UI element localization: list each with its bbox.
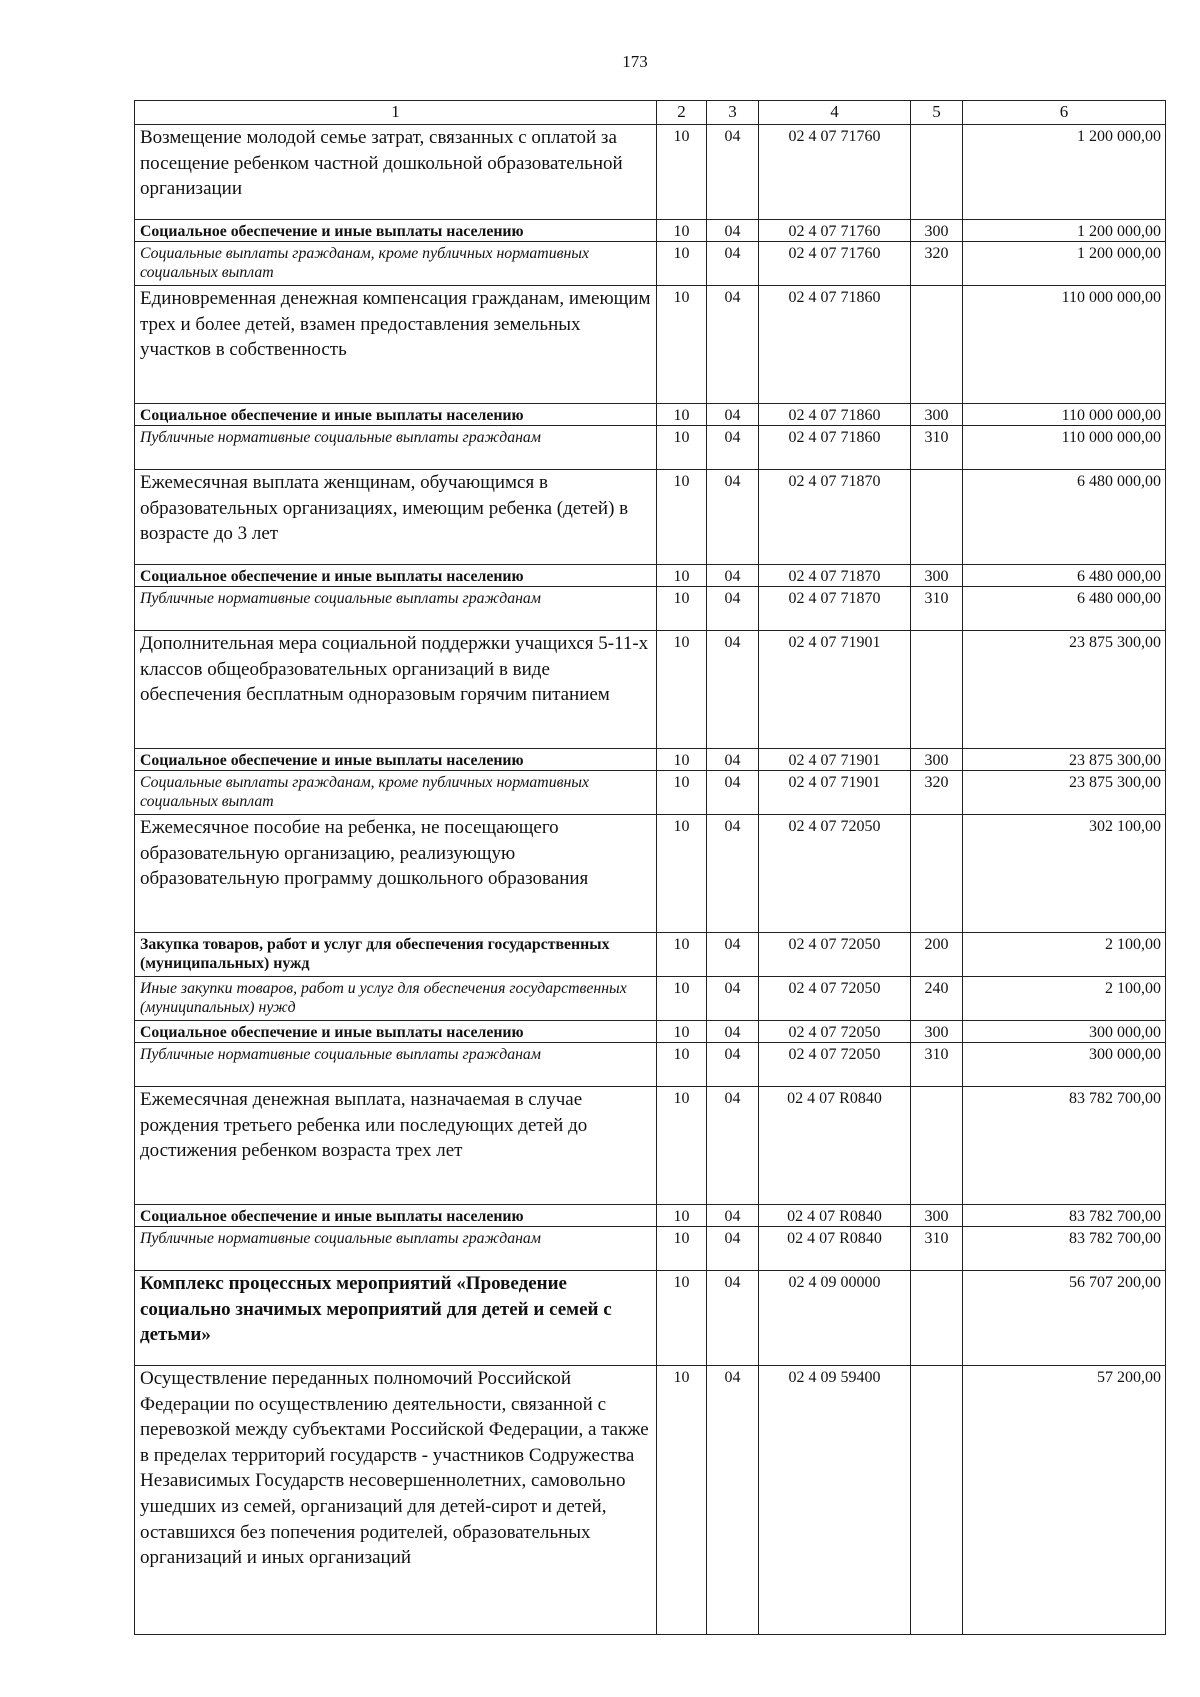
table-row [135, 565, 1166, 587]
column-header-1: 1 [135, 101, 657, 125]
table-row [135, 1043, 1166, 1087]
cell-amount: 110 000 000,00 [963, 426, 1166, 470]
cell-target-article: 02 4 07 71870 [759, 565, 911, 587]
cell-section: 10 [657, 1227, 707, 1271]
table-row [135, 1227, 1166, 1271]
cell-subsection: 04 [707, 1271, 759, 1366]
table-row [135, 220, 1166, 242]
cell-target-article: 02 4 07 71901 [759, 749, 911, 771]
cell-amount: 56 707 200,00 [963, 1271, 1166, 1366]
cell-expense-type: 300 [911, 749, 963, 771]
cell-expense-type: 300 [911, 404, 963, 426]
table-row [135, 125, 1166, 220]
cell-subsection: 04 [707, 1087, 759, 1205]
cell-section: 10 [657, 125, 707, 220]
cell-expense-type: 310 [911, 1043, 963, 1087]
cell-subsection: 04 [707, 565, 759, 587]
cell-description: Комплекс процессных мероприятий «Проведение социально значимых мероприятий для детей и семей с детьми» [135, 1271, 657, 1366]
column-header-4: 4 [759, 101, 911, 125]
cell-description: Социальные выплаты гражданам, кроме публичных нормативных социальных выплат [135, 242, 657, 286]
cell-target-article: 02 4 07 71901 [759, 771, 911, 815]
cell-section: 10 [657, 815, 707, 933]
cell-expense-type: 310 [911, 426, 963, 470]
cell-description: Возмещение молодой семье затрат, связанных с оплатой за посещение ребенком частной дошкольной образовательной организации [135, 125, 657, 220]
cell-subsection: 04 [707, 631, 759, 749]
cell-expense-type: 300 [911, 565, 963, 587]
table-row [135, 470, 1166, 565]
cell-subsection: 04 [707, 286, 759, 404]
cell-target-article: 02 4 07 72050 [759, 815, 911, 933]
cell-subsection: 04 [707, 242, 759, 286]
cell-section: 10 [657, 933, 707, 977]
cell-target-article: 02 4 07 R0840 [759, 1227, 911, 1271]
cell-amount: 23 875 300,00 [963, 749, 1166, 771]
cell-expense-type [911, 631, 963, 749]
cell-section: 10 [657, 977, 707, 1021]
cell-section: 10 [657, 1021, 707, 1043]
cell-subsection: 04 [707, 220, 759, 242]
cell-description: Социальное обеспечение и иные выплаты населению [135, 1205, 657, 1227]
cell-description: Социальные выплаты гражданам, кроме публичных нормативных социальных выплат [135, 771, 657, 815]
table-row [135, 404, 1166, 426]
cell-section: 10 [657, 426, 707, 470]
cell-section: 10 [657, 587, 707, 631]
table-row [135, 977, 1166, 1021]
cell-expense-type [911, 286, 963, 404]
cell-target-article: 02 4 07 71870 [759, 587, 911, 631]
cell-description: Социальное обеспечение и иные выплаты населению [135, 220, 657, 242]
cell-subsection: 04 [707, 587, 759, 631]
table-row [135, 631, 1166, 749]
cell-amount: 57 200,00 [963, 1366, 1166, 1635]
table-row [135, 1271, 1166, 1366]
cell-amount: 1 200 000,00 [963, 242, 1166, 286]
cell-amount: 6 480 000,00 [963, 470, 1166, 565]
header-row [135, 101, 1166, 125]
cell-expense-type: 310 [911, 587, 963, 631]
cell-target-article: 02 4 07 72050 [759, 933, 911, 977]
column-header-2: 2 [657, 101, 707, 125]
cell-amount: 302 100,00 [963, 815, 1166, 933]
cell-description: Социальное обеспечение и иные выплаты населению [135, 749, 657, 771]
cell-description: Ежемесячная выплата женщинам, обучающимся в образовательных организациях, имеющим ребенка (детей) в возрасте до 3 лет [135, 470, 657, 565]
cell-subsection: 04 [707, 749, 759, 771]
cell-subsection: 04 [707, 1205, 759, 1227]
cell-section: 10 [657, 1271, 707, 1366]
cell-expense-type: 200 [911, 933, 963, 977]
cell-subsection: 04 [707, 1227, 759, 1271]
cell-amount: 83 782 700,00 [963, 1227, 1166, 1271]
cell-subsection: 04 [707, 1366, 759, 1635]
cell-target-article: 02 4 07 R0840 [759, 1087, 911, 1205]
cell-expense-type [911, 1366, 963, 1635]
cell-section: 10 [657, 749, 707, 771]
column-header-6: 6 [963, 101, 1166, 125]
cell-description: Осуществление переданных полномочий Российской Федерации по осуществлению деятельности, связанной с перевозкой между субъектами Российской Федерации, а также в пределах территорий государств - участников Содружества Независимых Государств несовершеннолетних, самовольно ушедших из семей, организаций для детей-сирот и детей, оставшихся без попечения родителей, образовательных организаций и иных организаций [135, 1366, 657, 1635]
cell-section: 10 [657, 286, 707, 404]
cell-section: 10 [657, 1087, 707, 1205]
cell-target-article: 02 4 07 72050 [759, 1043, 911, 1087]
cell-amount: 110 000 000,00 [963, 404, 1166, 426]
cell-section: 10 [657, 404, 707, 426]
cell-target-article: 02 4 07 71860 [759, 286, 911, 404]
cell-expense-type: 300 [911, 1021, 963, 1043]
cell-description: Публичные нормативные социальные выплаты гражданам [135, 587, 657, 631]
cell-target-article: 02 4 09 00000 [759, 1271, 911, 1366]
cell-target-article: 02 4 07 72050 [759, 1021, 911, 1043]
cell-description: Закупка товаров, работ и услуг для обеспечения государственных (муниципальных) нужд [135, 933, 657, 977]
cell-amount: 300 000,00 [963, 1021, 1166, 1043]
cell-amount: 1 200 000,00 [963, 220, 1166, 242]
cell-expense-type: 320 [911, 771, 963, 815]
cell-description: Публичные нормативные социальные выплаты гражданам [135, 426, 657, 470]
cell-expense-type [911, 470, 963, 565]
cell-amount: 110 000 000,00 [963, 286, 1166, 404]
table-row [135, 749, 1166, 771]
cell-expense-type: 240 [911, 977, 963, 1021]
cell-description: Единовременная денежная компенсация гражданам, имеющим трех и более детей, взамен предоставления земельных участков в собственность [135, 286, 657, 404]
cell-section: 10 [657, 1366, 707, 1635]
table-row [135, 1087, 1166, 1205]
cell-expense-type: 300 [911, 220, 963, 242]
cell-amount: 6 480 000,00 [963, 587, 1166, 631]
cell-expense-type [911, 125, 963, 220]
cell-expense-type: 320 [911, 242, 963, 286]
cell-amount: 2 100,00 [963, 977, 1166, 1021]
cell-amount: 23 875 300,00 [963, 631, 1166, 749]
table-header [135, 101, 1166, 125]
cell-subsection: 04 [707, 771, 759, 815]
cell-description: Публичные нормативные социальные выплаты гражданам [135, 1227, 657, 1271]
cell-subsection: 04 [707, 125, 759, 220]
cell-subsection: 04 [707, 426, 759, 470]
table-row [135, 1021, 1166, 1043]
cell-amount: 6 480 000,00 [963, 565, 1166, 587]
column-header-5: 5 [911, 101, 963, 125]
cell-description: Дополнительная мера социальной поддержки учащихся 5-11-х классов общеобразовательных организаций в виде обеспечения бесплатным одноразовым горячим питанием [135, 631, 657, 749]
cell-description: Публичные нормативные социальные выплаты гражданам [135, 1043, 657, 1087]
table-row [135, 426, 1166, 470]
cell-target-article: 02 4 07 71760 [759, 220, 911, 242]
cell-subsection: 04 [707, 815, 759, 933]
cell-subsection: 04 [707, 977, 759, 1021]
cell-amount: 83 782 700,00 [963, 1087, 1166, 1205]
cell-target-article: 02 4 09 59400 [759, 1366, 911, 1635]
cell-amount: 2 100,00 [963, 933, 1166, 977]
table-row [135, 286, 1166, 404]
cell-target-article: 02 4 07 72050 [759, 977, 911, 1021]
cell-target-article: 02 4 07 71870 [759, 470, 911, 565]
table-row [135, 771, 1166, 815]
cell-section: 10 [657, 242, 707, 286]
cell-section: 10 [657, 565, 707, 587]
cell-section: 10 [657, 1205, 707, 1227]
table-row [135, 933, 1166, 977]
cell-subsection: 04 [707, 933, 759, 977]
cell-amount: 23 875 300,00 [963, 771, 1166, 815]
cell-target-article: 02 4 07 71901 [759, 631, 911, 749]
cell-subsection: 04 [707, 470, 759, 565]
cell-section: 10 [657, 1043, 707, 1087]
cell-target-article: 02 4 07 R0840 [759, 1205, 911, 1227]
table-row [135, 815, 1166, 933]
cell-description: Социальное обеспечение и иные выплаты населению [135, 565, 657, 587]
cell-target-article: 02 4 07 71760 [759, 242, 911, 286]
cell-expense-type [911, 1087, 963, 1205]
cell-description: Ежемесячное пособие на ребенка, не посещающего образовательную организацию, реализующую образовательную программу дошкольного образования [135, 815, 657, 933]
table-row [135, 1205, 1166, 1227]
cell-target-article: 02 4 07 71860 [759, 404, 911, 426]
cell-target-article: 02 4 07 71860 [759, 426, 911, 470]
cell-description: Иные закупки товаров, работ и услуг для обеспечения государственных (муниципальных) нужд [135, 977, 657, 1021]
cell-subsection: 04 [707, 404, 759, 426]
cell-description: Социальное обеспечение и иные выплаты населению [135, 1021, 657, 1043]
cell-expense-type: 310 [911, 1227, 963, 1271]
cell-target-article: 02 4 07 71760 [759, 125, 911, 220]
table-body [135, 125, 1166, 1635]
column-header-3: 3 [707, 101, 759, 125]
table-row [135, 242, 1166, 286]
cell-expense-type [911, 1271, 963, 1366]
budget-table [134, 100, 1166, 1635]
cell-description: Социальное обеспечение и иные выплаты населению [135, 404, 657, 426]
cell-description: Ежемесячная денежная выплата, назначаемая в случае рождения третьего ребенка или последующих детей до достижения ребенком возраста трех лет [135, 1087, 657, 1205]
cell-section: 10 [657, 631, 707, 749]
cell-amount: 83 782 700,00 [963, 1205, 1166, 1227]
cell-subsection: 04 [707, 1021, 759, 1043]
cell-amount: 300 000,00 [963, 1043, 1166, 1087]
cell-section: 10 [657, 771, 707, 815]
cell-expense-type: 300 [911, 1205, 963, 1227]
page-number: 173 [622, 52, 648, 71]
cell-subsection: 04 [707, 1043, 759, 1087]
cell-section: 10 [657, 470, 707, 565]
cell-amount: 1 200 000,00 [963, 125, 1166, 220]
table-row [135, 587, 1166, 631]
cell-section: 10 [657, 220, 707, 242]
cell-expense-type [911, 815, 963, 933]
table-row [135, 1366, 1166, 1635]
